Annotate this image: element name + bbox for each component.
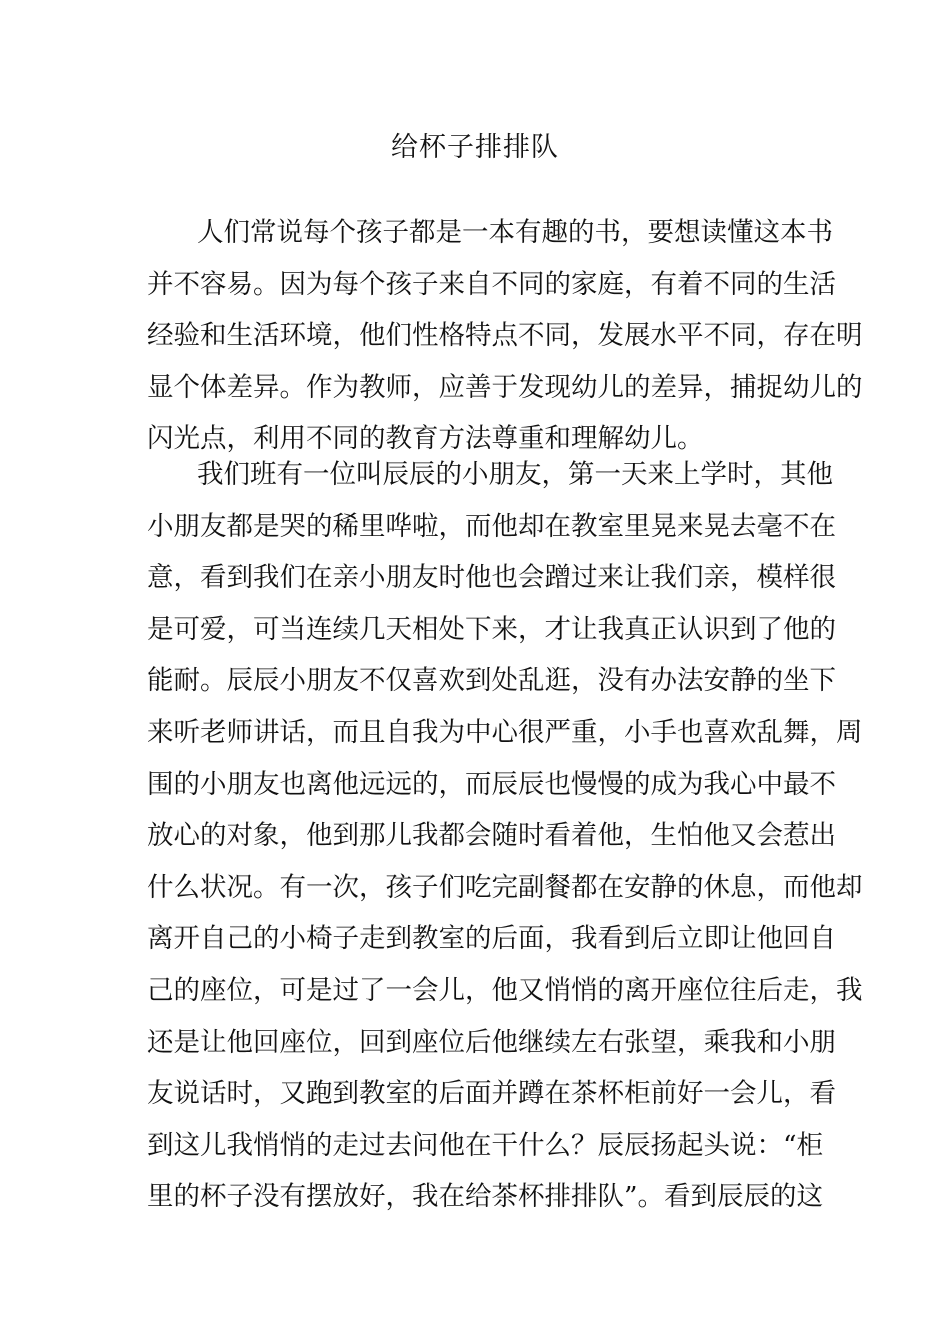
text-line: 围的小朋友也离他远远的，而辰辰也慢慢的成为我心中最不 <box>147 768 836 800</box>
text-line: 并不容易。因为每个孩子来自不同的家庭，有着不同的生活 <box>147 268 836 300</box>
text-line: 意，看到我们在亲小朋友时他也会蹭过来让我们亲，模样很 <box>147 562 836 594</box>
text-line: 小朋友都是哭的稀里哗啦，而他却在教室里晃来晃去毫不在 <box>147 510 836 542</box>
text-line: 离开自己的小椅子走到教室的后面，我看到后立即让他回自 <box>147 923 836 955</box>
text-line: 我们班有一位叫辰辰的小朋友，第一天来上学时，其他 <box>197 459 833 490</box>
text-line: 能耐。辰辰小朋友不仅喜欢到处乱逛，没有办法安静的坐下 <box>147 665 836 697</box>
text-line: 来听老师讲话，而且自我为中心很严重，小手也喜欢乱舞，周 <box>147 716 863 748</box>
text-line: 什么状况。有一次，孩子们吃完副餐都在安静的休息，而他却 <box>147 871 863 903</box>
text-line: 是可爱，可当连续几天相处下来，才让我真正认识到了他的 <box>147 613 836 645</box>
paragraph-2 <box>147 449 863 1223</box>
text-line: 到这儿我悄悄的走过去问他在干什么？辰辰扬起头说：“柜 <box>147 1129 824 1161</box>
text-line: 友说话时，又跑到教室的后面并蹲在茶杯柜前好一会儿，看 <box>147 1078 836 1110</box>
text-line: 经验和生活环境，他们性格特点不同，发展水平不同，存在明 <box>147 320 863 352</box>
text-line: 还是让他回座位，回到座位后他继续左右张望，乘我和小朋 <box>147 1026 836 1058</box>
text-line: 人们常说每个孩子都是一本有趣的书，要想读懂这本书 <box>197 217 833 248</box>
text-line: 显个体差异。作为教师，应善于发现幼儿的差异，捕捉幼儿的 <box>147 371 863 403</box>
text-line: 里的杯子没有摆放好，我在给茶杯排排队”。看到辰辰的这 <box>147 1181 824 1213</box>
text-line: 闪光点，利用不同的教育方法尊重和理解幼儿。 <box>147 423 704 455</box>
text-line: 放心的对象，他到那儿我都会随时看着他，生怕他又会惹出 <box>147 820 836 852</box>
document-title: 给杯子排排队 <box>391 132 559 163</box>
text-line: 己的座位，可是过了一会儿，他又悄悄的离开座位往后走，我 <box>147 974 863 1006</box>
paragraph-1 <box>147 207 863 465</box>
